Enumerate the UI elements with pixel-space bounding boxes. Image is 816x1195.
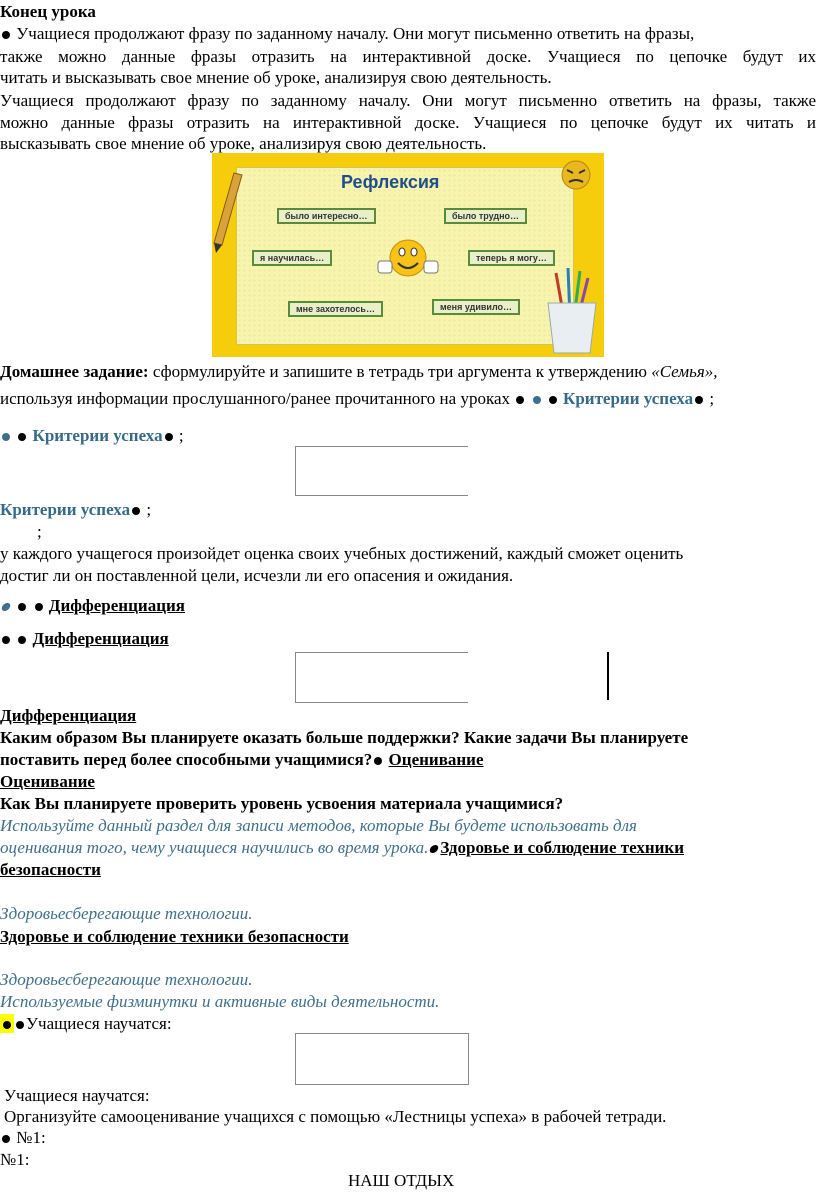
homework-line: [0, 389, 714, 409]
reflection-image: [212, 153, 604, 357]
bullet-icon: [374, 757, 382, 765]
empty-frame: [295, 652, 468, 703]
differentiation-question: Каким образом Вы планируете оказать больше поддержки? Какие задачи Вы планируете: [0, 728, 689, 747]
differentiation-line: [0, 596, 185, 616]
bullet-icon: [2, 636, 10, 644]
homework-text: сформулируйте и запишите в тетрадь три аргумента к утверждению: [148, 362, 652, 381]
bullet-icon: [132, 507, 140, 515]
paragraph-line: высказывать свое мнение об уроке, анализируя свою деятельность.: [0, 134, 487, 153]
reflection-label: я научилась…: [252, 250, 332, 266]
bullet-icon: [16, 1021, 24, 1029]
health-activities: Используемые физминутки и активные виды деятельности.: [0, 992, 440, 1011]
pencil-cup-icon: [548, 268, 596, 353]
learn-task: Организуйте самооценивание учащихся с помощью «Лестницы успеха» в рабочей тетради.: [4, 1107, 667, 1126]
thumbs-up-smiley-icon: [378, 240, 438, 276]
reflection-label: теперь я могу…: [468, 250, 555, 266]
criteria-label: Критерии успеха: [32, 426, 163, 445]
empty-frame: [295, 446, 468, 496]
paragraph-line: [0, 24, 694, 44]
assessment-line: достиг ли он поставленной цели, исчезли ли его опасения и ожидания.: [0, 566, 514, 585]
bullet-icon: [2, 1135, 10, 1143]
learn-line: [0, 1014, 172, 1034]
reflection-title: Рефлексия: [341, 172, 440, 192]
bullet-icon: [35, 603, 43, 611]
learn-num: №1:: [0, 1150, 30, 1169]
homework-label: Домашнее задание:: [0, 362, 149, 381]
criteria-label: Критерии успеха: [0, 500, 131, 519]
health-label: Здоровье и соблюдение техники: [440, 838, 685, 857]
homework-quote: «Семья»,: [651, 362, 718, 381]
bullet-icon: [695, 396, 703, 404]
criteria-line: [0, 500, 151, 520]
bullet-icon: [533, 396, 541, 404]
differentiation-question-line: [0, 750, 484, 770]
health-label: безопасности: [0, 860, 101, 879]
bullet-icon: [2, 31, 10, 39]
highlight-mark: [0, 1014, 14, 1033]
bullet-icon: [2, 433, 10, 441]
evaluation-hint: оценивания того, чему учащиеся научились во время урока.: [0, 838, 429, 857]
vertical-rule: [607, 652, 609, 700]
learn-num-line: [0, 1128, 46, 1148]
criteria-label: Критерии успеха: [563, 389, 694, 408]
health-label: Здоровье и соблюдение техники безопасности: [0, 927, 349, 946]
homework-text: используя информации прослушанного/ранее прочитанного на уроках: [0, 389, 510, 408]
reflection-label: меня удивило…: [432, 299, 520, 315]
learn-num: №1:: [16, 1128, 46, 1147]
evaluation-hint-line: [0, 838, 684, 858]
reflection-label: мне захотелось…: [288, 301, 383, 317]
footer-title: НАШ ОТДЫХ: [348, 1171, 455, 1190]
bullet-icon: [18, 603, 26, 611]
semicolon: ;: [37, 522, 42, 541]
differentiation-label: Дифференциация: [32, 629, 169, 648]
paragraph-line: можно данные фразы отразить на интерактивной доске. Учащиеся по цепочке будут их читать и: [0, 113, 816, 132]
paragraph-line: также можно данные фразы отразить на интерактивной доске. Учащиеся по цепочке будут их: [0, 47, 816, 66]
assessment-line: у каждого учащегося произойдет оценка своих учебных достижений, каждый сможет оценить: [0, 544, 684, 563]
section-heading-lesson-end: Конец урока: [0, 2, 96, 21]
differentiation-label: Дифференциация: [0, 706, 137, 725]
semicolon: ;: [178, 426, 184, 445]
criteria-line: [0, 426, 184, 446]
bullet-icon: [1, 603, 12, 611]
bullet-icon: [429, 845, 440, 853]
empty-frame: [295, 1033, 469, 1085]
bullet-icon: [516, 396, 524, 404]
evaluation-label: Оценивание: [0, 772, 95, 791]
learn-label: Учащиеся научатся:: [4, 1086, 150, 1105]
text: Учащиеся продолжают фразу по заданному началу. Они могут письменно ответить на фразы,: [16, 24, 695, 43]
evaluation-question: Как Вы планируете проверить уровень усвоения материала учащимися?: [0, 794, 564, 813]
angry-smiley-icon: [562, 161, 590, 189]
bullet-icon: [18, 636, 26, 644]
bullet-icon: [3, 1021, 11, 1029]
semicolon: ;: [146, 500, 152, 519]
differentiation-label: Дифференциация: [48, 596, 185, 615]
reflection-label: было трудно…: [444, 208, 527, 224]
health-tech: Здоровьесберегающие технологии.: [0, 970, 253, 989]
differentiation-question: поставить перед более способными учащимися?: [0, 750, 373, 769]
evaluation-hint: Используйте данный раздел для записи методов, которые Вы будете использовать для: [0, 816, 637, 835]
pencil-icon: [214, 173, 242, 253]
paragraph-line: читать и высказывать свое мнение об уроке, анализируя свою деятельность.: [0, 68, 552, 87]
semicolon: ;: [709, 389, 715, 408]
bullet-icon: [165, 433, 173, 441]
evaluation-label: Оценивание: [388, 750, 484, 769]
reflection-label: было интересно…: [277, 208, 376, 224]
bullet-icon: [18, 433, 26, 441]
differentiation-line: [0, 629, 169, 649]
health-tech: Здоровьесберегающие технологии.: [0, 904, 253, 923]
paragraph-line: Учащиеся продолжают фразу по заданному началу. Они могут письменно ответить на фразы, также: [0, 91, 816, 110]
bullet-icon: [549, 396, 557, 404]
learn-label: Учащиеся научатся:: [26, 1014, 172, 1033]
homework-line: [0, 362, 718, 382]
